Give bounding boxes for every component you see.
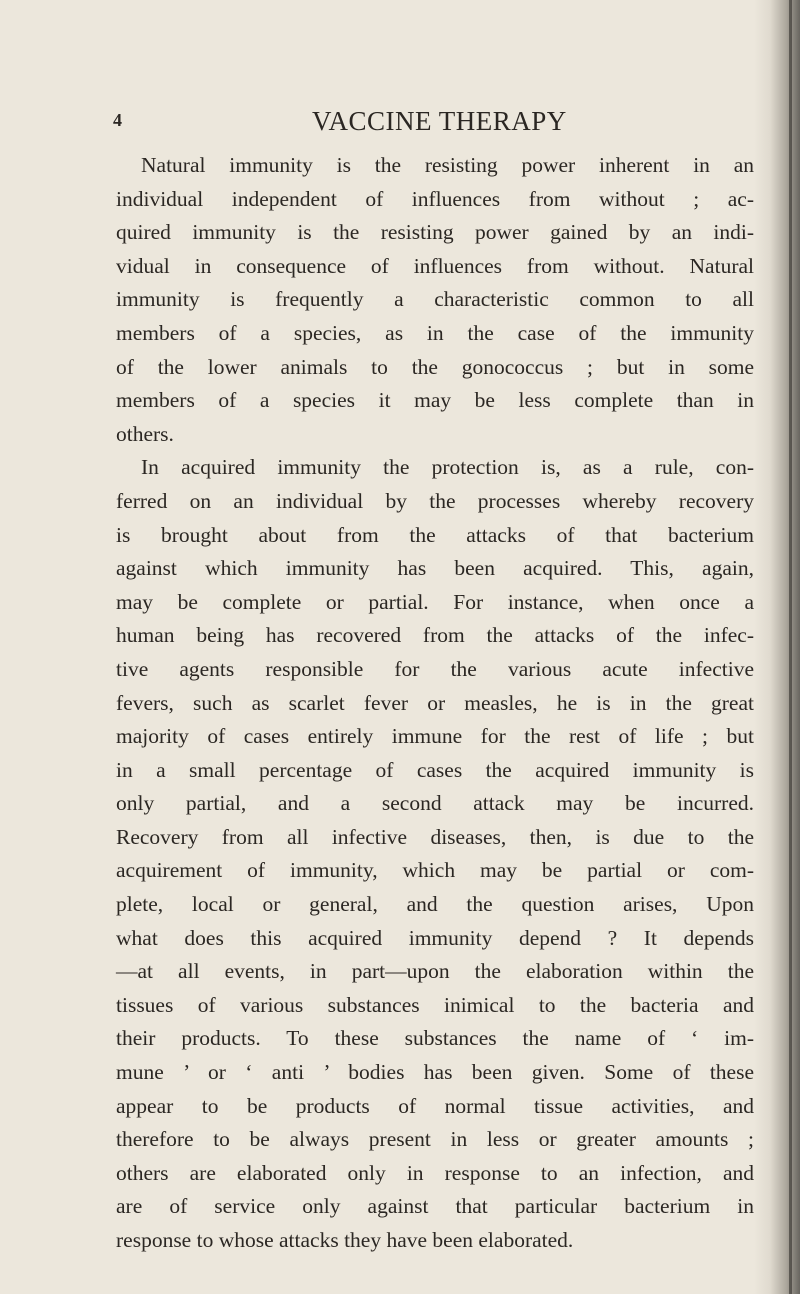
page-edge-shadow — [754, 0, 800, 1294]
text-line: immunity is frequently a characteristic common to all — [116, 287, 754, 312]
page-header — [0, 106, 800, 142]
body-text — [116, 149, 754, 1258]
text-line: Natural immunity is the resisting power inherent in an — [141, 153, 754, 177]
page-edge-line — [789, 0, 792, 1294]
text-line: —at all events, in part—upon the elaboration within the — [116, 959, 754, 984]
text-line: In acquired immunity the protection is, as a rule, con- — [141, 455, 754, 480]
text-line: plete, local or general, and the question arises, Upon — [116, 892, 754, 917]
text-line: majority of cases entirely immune for the rest of life ; but — [116, 724, 754, 749]
text-line: response to whose attacks they have been elaborated. — [116, 1228, 574, 1252]
text-line: mune ’ or ‘ anti ’ bodies has been given. Some of these — [116, 1060, 754, 1085]
text-line: individual independent of influences from without ; ac- — [116, 186, 754, 211]
text-line: are of service only against that particular bacterium in — [116, 1194, 754, 1219]
page-number: 4 — [113, 110, 122, 130]
text-line: ferred on an individual by the processes whereby recovery — [116, 488, 754, 513]
text-line: against which immunity has been acquired. This, again, — [116, 556, 754, 581]
text-line: therefore to be always present in less or greater amounts ; — [116, 1127, 754, 1152]
text-line: their products. To these substances the name of ‘ im- — [116, 1026, 754, 1051]
text-line: members of a species, as in the case of the immunity — [116, 320, 754, 345]
text-line: fevers, such as scarlet fever or measles, he is in the great — [116, 690, 754, 715]
text-line: tissues of various substances inimical to the bacteria and — [116, 992, 754, 1017]
text-line: members of a species it may be less complete than in — [116, 388, 754, 413]
text-line: others are elaborated only in response to an infection, and — [116, 1160, 754, 1185]
text-line: others. — [116, 421, 174, 446]
text-line: quired immunity is the resisting power gained by an indi- — [116, 220, 754, 245]
text-line: may be complete or partial. For instance, when once a — [116, 589, 754, 614]
text-line: what does this acquired immunity depend ? It depends — [116, 925, 754, 950]
text-line: vidual in consequence of influences from without. Natural — [116, 253, 754, 278]
text-line: acquirement of immunity, which may be partial or com- — [116, 858, 754, 883]
text-line: in a small percentage of cases the acquired immunity is — [116, 757, 754, 782]
text-line: human being has recovered from the attacks of the infec- — [116, 623, 754, 648]
text-line: only partial, and a second attack may be incurred. — [116, 791, 754, 816]
text-line: appear to be products of normal tissue activities, and — [116, 1093, 754, 1118]
running-title: VACCINE THERAPY — [312, 106, 567, 136]
text-line: is brought about from the attacks of that bacterium — [116, 522, 754, 547]
text-line: Recovery from all infective diseases, then, is due to the — [116, 824, 754, 849]
text-line: of the lower animals to the gonococcus ; but in some — [116, 354, 754, 379]
text-line: tive agents responsible for the various acute infective — [116, 656, 754, 681]
